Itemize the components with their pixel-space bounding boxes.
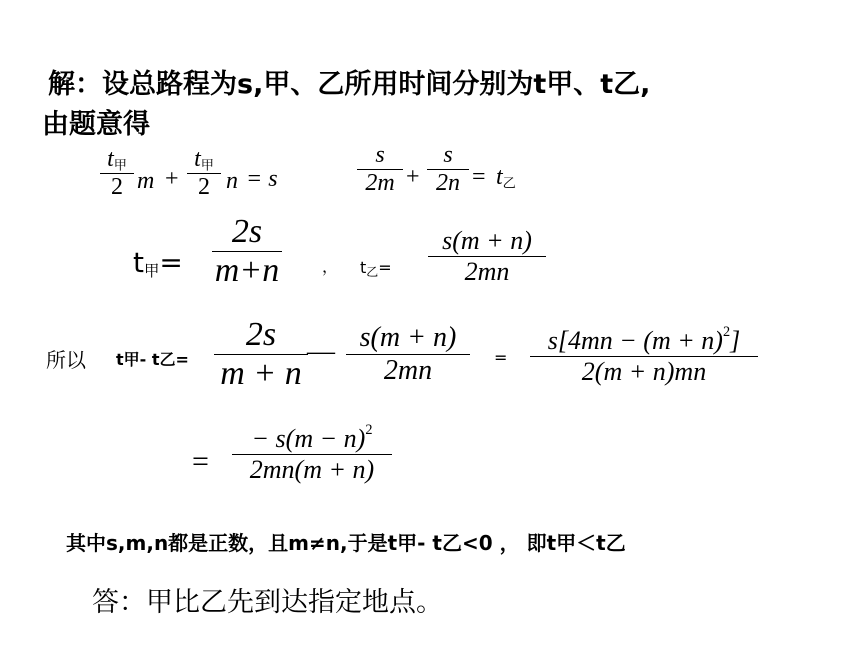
solution-intro-cont: 由题意得 bbox=[42, 109, 150, 140]
comma: ， bbox=[322, 257, 339, 276]
solution-intro: 解：设总路程为s,甲、乙所用时间分别为t甲、t乙, bbox=[48, 69, 651, 100]
answer: 答：甲比乙先到达指定地点。 bbox=[92, 587, 443, 618]
conclusion: 其中s,m,n都是正数，且m≠n,于是t甲- t乙<0 ， 即t甲＜t乙 bbox=[66, 531, 626, 555]
